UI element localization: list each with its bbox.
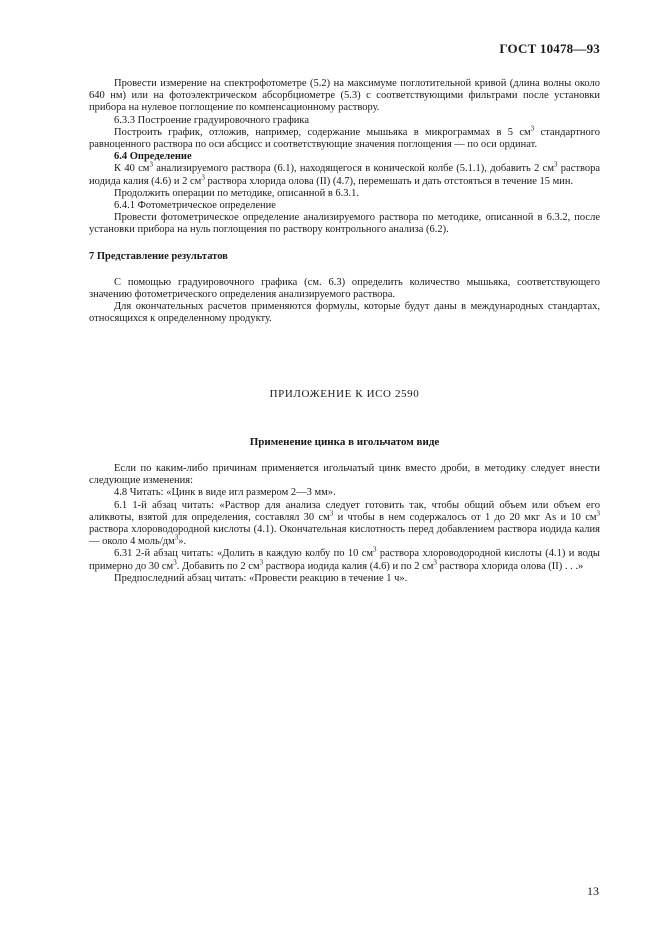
appendix-item-4-8: 4.8 Читать: «Цинк в виде игл размером 2—3 мм». — [114, 487, 336, 499]
appendix-intro: Если по каким-либо причинам применяется игольчатый цинк вместо дроби, в методику следует внести следующие изменения: — [89, 463, 600, 487]
appendix-item-6-1: 6.1 1-й абзац читать: «Раствор для анализа следует готовить так, чтобы общий объем или объем его аликвоты, взятой для определения, составлял 30 $см^3$ и чтобы в нем содержалось от 1 до 20 мкг As и 10 $см^3$ раствора хлороводородной кислоты (4.1). Окончательная кислотность перед добавлением раствора иодида калия — около 4 моль/$дм^3$». — [89, 499, 600, 548]
paragraph-photometric: Провести фотометрическое определение анализируемого раствора по методике, описанной в 6.3.2, после установки прибора на нуль поглощения по раствору контрольного анализа (6.2). — [89, 212, 600, 236]
paragraph-measurement: Провести измерение на спектрофотометре (5.2) на максимуме поглотительной кривой (длина волны около 640 нм) или на фотоэлектрическом абсорбциометре (5.3) с соответствующими фильтрами после установки прибора на нулевое поглощение по компенсационному раствору. — [89, 78, 600, 114]
paragraph-determination: К 40 $см^3$ анализируемого раствора (6.1), находящегося в конической колбе (5.1.1), добавить 2 $см^3$ раствора иодида калия (4.6) и 2 $см^3$ раствора хлорида олова (II) (4.7), перемешать и дать отстояться в течение 15 мин. — [89, 160, 601, 187]
section-7-heading: 7 Представление результатов — [89, 250, 228, 262]
appendix-title: ПРИЛОЖЕНИЕ К ИСО 2590 — [269, 387, 420, 400]
section-6-4-heading: 6.4 Определение — [114, 151, 192, 163]
page-number: 13 — [587, 884, 599, 898]
subsection-6-3-3-heading: 6.3.3 Построение градуировочного графика — [114, 114, 310, 126]
document-code-header: ГОСТ 10478—93 — [499, 41, 600, 56]
paragraph-calibration: Построить график, отложив, например, содержание мышьяка в микрограммах в 5 $см^3$ стандартного равноценного раствора по оси абсцисс и соответствующие значения поглощения — по оси ординат. — [89, 124, 600, 151]
appendix-heading: Применение цинка в игольчатом виде — [249, 435, 440, 448]
appendix-item-6-31: 6.31 2-й абзац читать: «Долить в каждую колбу по 10 $см^3$ раствора хлороводородной кислоты (4.1) и воды примерно до 30 $см^3$. Добавить по 2 $см^3$ раствора иодида калия (4.6) и по 2 $см^3$ раствора хлорида олова (II) . . .» — [89, 545, 600, 572]
page-content — [89, 78, 600, 585]
paragraph-results: С помощью градуировочного графика (см. 6.3) определить количество мышьяка, соответствующего значению фотометрического определения анализируемого раствора. — [89, 276, 600, 301]
paragraph-formulas: Для окончательных расчетов применяются формулы, которые будут даны в международных стандартах, относящихся к определенному продукту. — [89, 301, 600, 325]
paragraph-continue: Продолжить операции по методике, описанной в 6.3.1. — [114, 187, 360, 199]
appendix-item-last: Предпоследний абзац читать: «Провести реакцию в течение 1 ч». — [114, 572, 408, 584]
subsection-6-4-1-heading: 6.4.1 Фотометрическое определение — [114, 200, 276, 212]
